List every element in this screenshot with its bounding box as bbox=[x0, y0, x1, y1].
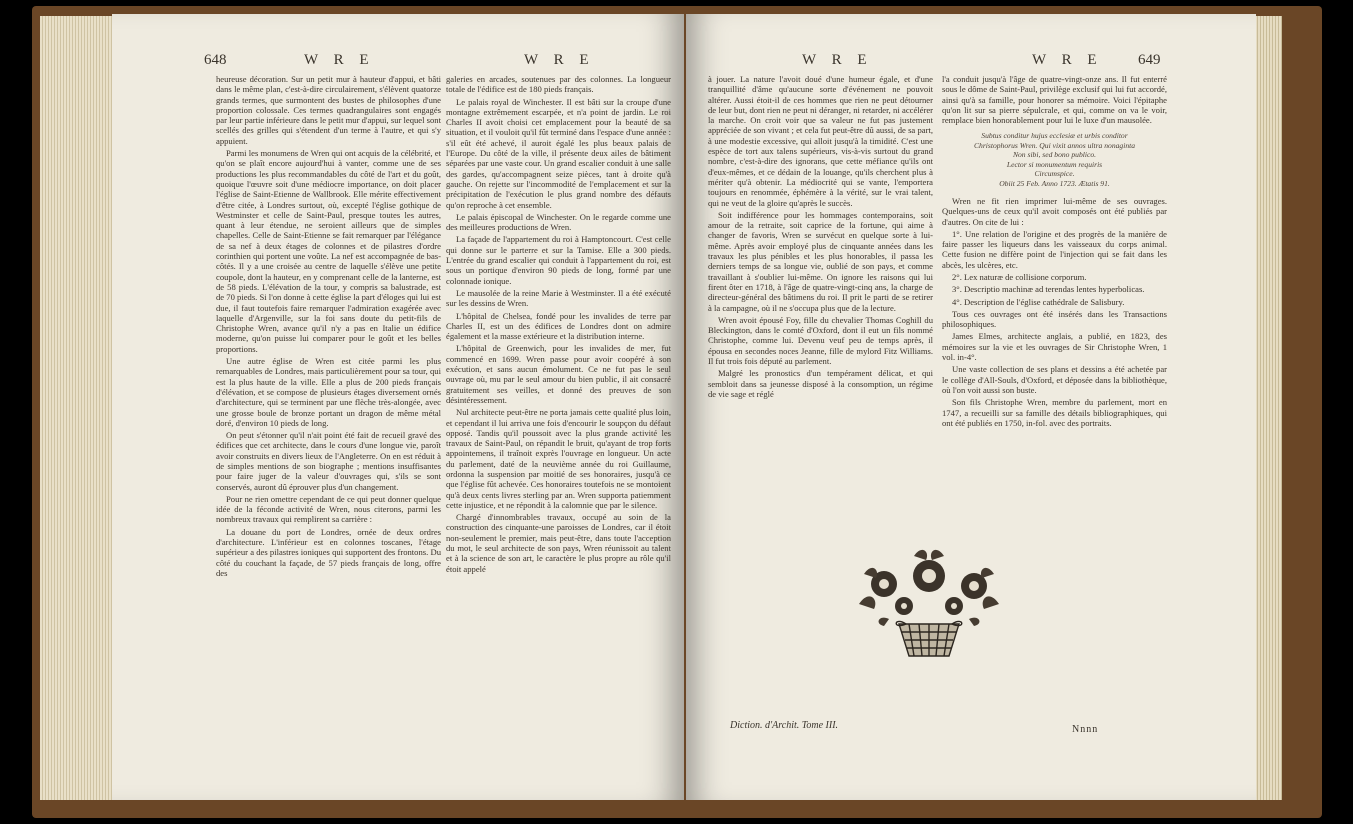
inscription-line: Non sibi, sed bono publico. bbox=[1012, 150, 1097, 160]
paragraph: Wren avoit épousé Foy, fille du chevalier Thomas Coghill du Bleckington, dans le comté d'Oxford, dont il eut un fils nommé Christophe, comme lui. Devenu veuf peu de temps après, il épousa en secondes noces Jeanne, fille de mylord Fitz Williams. Il fut trois fois député au parlement. bbox=[708, 314, 933, 367]
page-edges-left bbox=[40, 16, 122, 800]
paragraph: On peut s'étonner qu'il n'ait point été fait de recueil gravé des édifices que cet architecte, dans le cours d'une longue vie, paroît avoir construits en divers lieux de l'Angleterre. On en est réduit à de simples mentions de son biographe ; mentions insuffisantes pour faire juger de la valeur d'ouvrages qui, s'ils se sont conservés, auront dû éprouver plus d'un changement. bbox=[216, 430, 441, 492]
page-number-left: 648 bbox=[204, 52, 227, 68]
paragraph: 2°. Lex naturæ de collisione corporum. bbox=[952, 272, 1087, 282]
paragraph: L'hôpital de Greenwich, pour les invalides de mer, fut commencé en 1699. Wren passe pour avoir coopéré à son exécution, et sans aucun émolument. Ce ne fut pas le seul ouvrage où, mu par le seul amour du bien public, il ait consacré gratuitement ses veilles, et donné des preuves de son désintéressement. bbox=[446, 343, 671, 405]
paragraph: Nul architecte peut-être ne porta jamais cette qualité plus loin, et cependant il lui arriva une fois d'encourir le soupçon du défaut opposé. Tandis qu'il poussoit avec la plus grande activité les travaux de Saint-Paul, on répandit le bruit, qu'ayant de trop forts appointemens, il traînoit exprès l'ouvrage en longueur. Un acte du parlement, daté de la neuvième année du roi Guillaume, ordonna la suspension par moitié de ses honoraires, jusqu'à ce que l'église fût achevée. Ces honoraires toutefois ne se montoient qu'à deux cents livres sterling par an. Wren supporta patiemment cette injustice, et ne répondit à la calomnie que par le silence. bbox=[446, 407, 671, 510]
page-number-right: 649 bbox=[1138, 52, 1161, 68]
paragraph: Wren ne fit rien imprimer lui-même de ses ouvrages. Quelques-uns de ceux qu'il avoit composés ont été publiés par d'autres. On cite de lui : bbox=[942, 195, 1167, 227]
paragraph: 4°. Description de l'église cathédrale de Salisbury. bbox=[952, 296, 1125, 307]
right-page bbox=[686, 14, 1256, 800]
paragraph: La douane du port de Londres, ornée de deux ordres d'architecture. L'inférieur est en colonnes toscanes, l'étage supérieur a des pilastres ioniques qui supportent des frontons. Du côté du couchant la façade, de 57 pieds français de long, offre des bbox=[216, 526, 441, 578]
paragraph: Malgré les pronostics d'un tempérament délicat, et qui sembloit dans sa jeunesse disposé à la consomption, un régime de vie sage et réglé bbox=[708, 368, 933, 399]
paragraph: Parmi les monumens de Wren qui ont acquis de la célébrité, et qu'on se plaît encore aujourd'hui à vanter, comme une de ses productions les plus recommandables du côté de l'art et du goût, quoique l'œuvre soit d'une médiocre importance, on doit placer l'église de Saint-Etienne de Wallbrook. Elle mérite effectivement d'être citée, à Londres surtout, où, excepté l'église gothique de Westminster et celle de Saint-Paul, presque toutes les autres, quant à leur étendue, ne seroient ailleurs que de simples chapelles. Celle de Saint-Etienne se fait remarquer par l'élégance de sa nef à deux étages de colonnes et de pilastres d'ordre corinthien qui portent une voûte. La nef est accompagnée de bas-côtés. Il y a une croisée au centre de laquelle s'élève une petite coupole, dont la hauteur, en y comprenant celle de la lanterne, est de 58 pieds. L'élévation de la tour, y compris sa balustrade, est de 70 pieds. Si l'on donne à cette église la part d'éloges qui lui est due, il faut toutefois faire remarquer l'admiration exagérée avec laquelle d'Argenville, sur la foi sans doute du petit-fils de Christophe Wren, avance qu'il n'y a pas en Italie un édifice moderne, qu'on puisse lui comparer pour le goût et les belles proportions. bbox=[216, 148, 441, 354]
paragraph: 1°. Une relation de l'origine et des progrès de la manière de faire passer les liqueurs dans les vaisseaux du corps animal. Cette fusion ne diffère point de l'injection qui se fait dans les abcès, les ulcères, etc. bbox=[942, 228, 1167, 270]
left-page bbox=[112, 14, 684, 800]
book-title-footer: Diction. d'Archit. Tome III. bbox=[730, 720, 839, 731]
running-head-right-2: W R E bbox=[1032, 52, 1103, 68]
paragraph: 3°. Descriptio machinæ ad terendas lentes hyperbolicas. bbox=[952, 284, 1145, 295]
paragraph: Tous ces ouvrages ont été insérés dans les Transactions philosophiques. bbox=[942, 308, 1167, 330]
paragraph: Le mausolée de la reine Marie à Westminster. Il a été exécuté sur les dessins de Wren. bbox=[446, 287, 671, 309]
paragraph: Chargé d'innombrables travaux, occupé au soin de la construction des cinquante-une paroisses de Londres, car il étoit non-seulement le premier, mais peut-être, dans toute l'acception du mot, le seul architecte de son pays, Wren réunissoit au talent et à la science de son art, le caractère le plus propre au rôle qu'il étoit appelé bbox=[446, 512, 671, 574]
paragraph: La façade de l'appartement du roi à Hamptoncourt. C'est celle qui donne sur le parterre et sur la Tamise. Elle a 300 pieds. L'entrée du grand escalier qui conduit à l'appartement du roi, est sous un portique d'environ 90 pieds de long, formé par une colonnade ionique. bbox=[446, 234, 671, 286]
paragraph: à jouer. La nature l'avoit doué d'une humeur égale, et d'une tranquillité d'âme qu'aucune sorte d'événement ne pouvoit altérer. Aussi étoit-il de ces hommes que rien ne peut détourner de leur but, dont rien ne peut ni déranger, ni retarder, ni accélérer la marche. On croit voir que sa valeur ne fut pas justement appréciée de son vivant ; et cela fut peut-être dû aussi, de sa part, à une modestie excessive, qui alloit jusqu'à la timidité. C'est une espèce de tort aux talens supérieurs, vis-à-vis surtout du grand nombre, c'est-à-dire des ignorans, que cette méfiance qu'ils ont d'eux-mêmes, et ce dédain de la louange, qu'ils cherchent plus à mériter qu'à obtenir. La médiocrité qui se vante, l'emportera toujours en renommée, éphémère à la vérité, sur le vrai talent, qui ne veut de la gloire qu'après le succès. bbox=[708, 74, 933, 208]
left-page-column-2 bbox=[446, 74, 671, 714]
paragraph: L'hôpital de Chelsea, fondé pour les invalides de terre par Charles II, est un des édifices de Londres dont on admire également et la masse extérieure et la distribution interne. bbox=[446, 310, 671, 342]
left-page-column-1 bbox=[216, 74, 441, 714]
right-page-column-1 bbox=[708, 74, 933, 529]
paragraph: Son fils Christophe Wren, membre du parlement, mort en 1747, a recueilli sur sa famille des détails bibliographiques, qui ont été publiés en 1750, in-fol. avec des portraits. bbox=[942, 397, 1167, 428]
right-page-column-2 bbox=[942, 74, 1167, 529]
epitaph-inscription bbox=[942, 131, 1167, 187]
paragraph: Le palais royal de Winchester. Il est bâti sur la croupe d'une montagne extrêmement escarpée, et n'a point de jardin. Le roi Charles II avoit choisi cet emplacement pour la beauté de sa situation, et il vouloit qu'il fût terminé dans l'espace d'une année : s'il eût été achevé, il auroit égalé les plus beaux palais de l'Europe. Du côté de la ville, il présente deux ailes de bâtiment séparées par une vaste cour. Un grand escalier conduit à une salle des gardes, qu'accompagnent seize pièces, tant à droite qu'à gauche. On rejette sur l'incommodité de l'emplacement et sur la précipitation de l'exécution le plus grand nombre des défauts qu'on reproche à cet ensemble. bbox=[446, 96, 671, 210]
paragraph: Soit indifférence pour les hommages contemporains, soit amour de la retraite, soit caprice de la fortune, qui aime à changer de favoris, Wren se survécut en quelque sorte à lui-même. Après avoir employé plus de cinquante années dans les travaux les plus pénibles et les plus honorables, il passa les derniers temps de sa longue vie, oublié de son pays, et comme travaillant à s'oublier lui-même. On ignore les raisons qui lui firent ôter en 1718, à l'âge de quatre-vingt-cinq ans, la charge de directeur-général des bâtimens du roi. Il prit le parti de se retirer à la campagne, où il ne s'occupa plus que de la lecture. bbox=[708, 209, 933, 313]
paragraph: Le palais épiscopal de Winchester. On le regarde comme une des meilleures productions de Wren. bbox=[446, 211, 671, 233]
signature-mark: Nnnn bbox=[1072, 724, 1099, 735]
paragraph: l'a conduit jusqu'à l'âge de quatre-vingt-onze ans. Il fut enterré sous le dôme de Saint-Paul, privilège exclusif qui lui fut accordé, ainsi qu'à sa famille, pour honorer sa mémoire. Voici l'épitaphe qu'on lit sur sa pierre sépulcrale, et qui, comme on va le voir, remplace bien honorablement pour lui le luxe d'un mausolée. bbox=[942, 74, 1167, 126]
paragraph: Pour ne rien omettre cependant de ce qui peut donner quelque idée de la féconde activité de Wren, nous citerons, parmi les nombreux travaux qui remplirent sa carrière : bbox=[216, 493, 441, 525]
inscription-line: Subtus conditur hujus ecclesiæ et urbis conditor bbox=[981, 131, 1128, 141]
paragraph: Une autre église de Wren est citée parmi les plus remarquables de Londres, mais particulièrement pour sa tour, qui est la plus haute de la ville. Elle a plus de 200 pieds français d'élévation, et se compose de plusieurs étages diversement ornés d'architecture, qui se terminent par une flèche très-alongée, avec une grosse boule de bronze portant un dragon de même métal doré, d'environ 10 pieds de long. bbox=[216, 356, 441, 428]
running-head-left-1: W R E bbox=[304, 52, 375, 68]
inscription-line: Lector si monumentum requiris bbox=[1006, 159, 1103, 169]
running-head-left-2: W R E bbox=[524, 52, 595, 68]
flower-basket-ornament bbox=[844, 544, 1014, 664]
inscription-line: Christophorus Wren. Qui vixit annos ultra nonaginta bbox=[973, 140, 1136, 150]
inscription-line: Circumspice. bbox=[1034, 169, 1075, 179]
paragraph: James Elmes, architecte anglais, a publié, en 1823, des mémoires sur la vie et les ouvrages de Sir Christophe Wren, 1 vol. in-4°. bbox=[942, 331, 1167, 363]
page-edges-right bbox=[1252, 16, 1282, 800]
paragraph: heureuse décoration. Sur un petit mur à hauteur d'appui, et bâti dans le même plan, c'est-à-dire circulairement, s'élèvent quatorze grands termes, que surmontent des bustes de philosophes d'une proportion colossale. Ces termes quadrangulaires sont engagés par leur partie inférieure dans le petit mur d'appui, sur lequel sont scellés des grilles qui s'étendent d'un terme à l'autre, et qui s'y appuient. bbox=[216, 74, 441, 146]
running-head-right-1: W R E bbox=[802, 52, 873, 68]
paragraph: galeries en arcades, soutenues par des colonnes. La longueur totale de l'édifice est de 180 pieds français. bbox=[446, 74, 671, 95]
inscription-line: Obiit 25 Feb. Anno 1723. Ætatis 91. bbox=[999, 178, 1110, 188]
paragraph: Une vaste collection de ses plans et dessins a été achetée par le collège d'All-Souls, d'Oxford, et déposée dans la bibliothèque, où l'on voit aussi son buste. bbox=[942, 364, 1167, 395]
